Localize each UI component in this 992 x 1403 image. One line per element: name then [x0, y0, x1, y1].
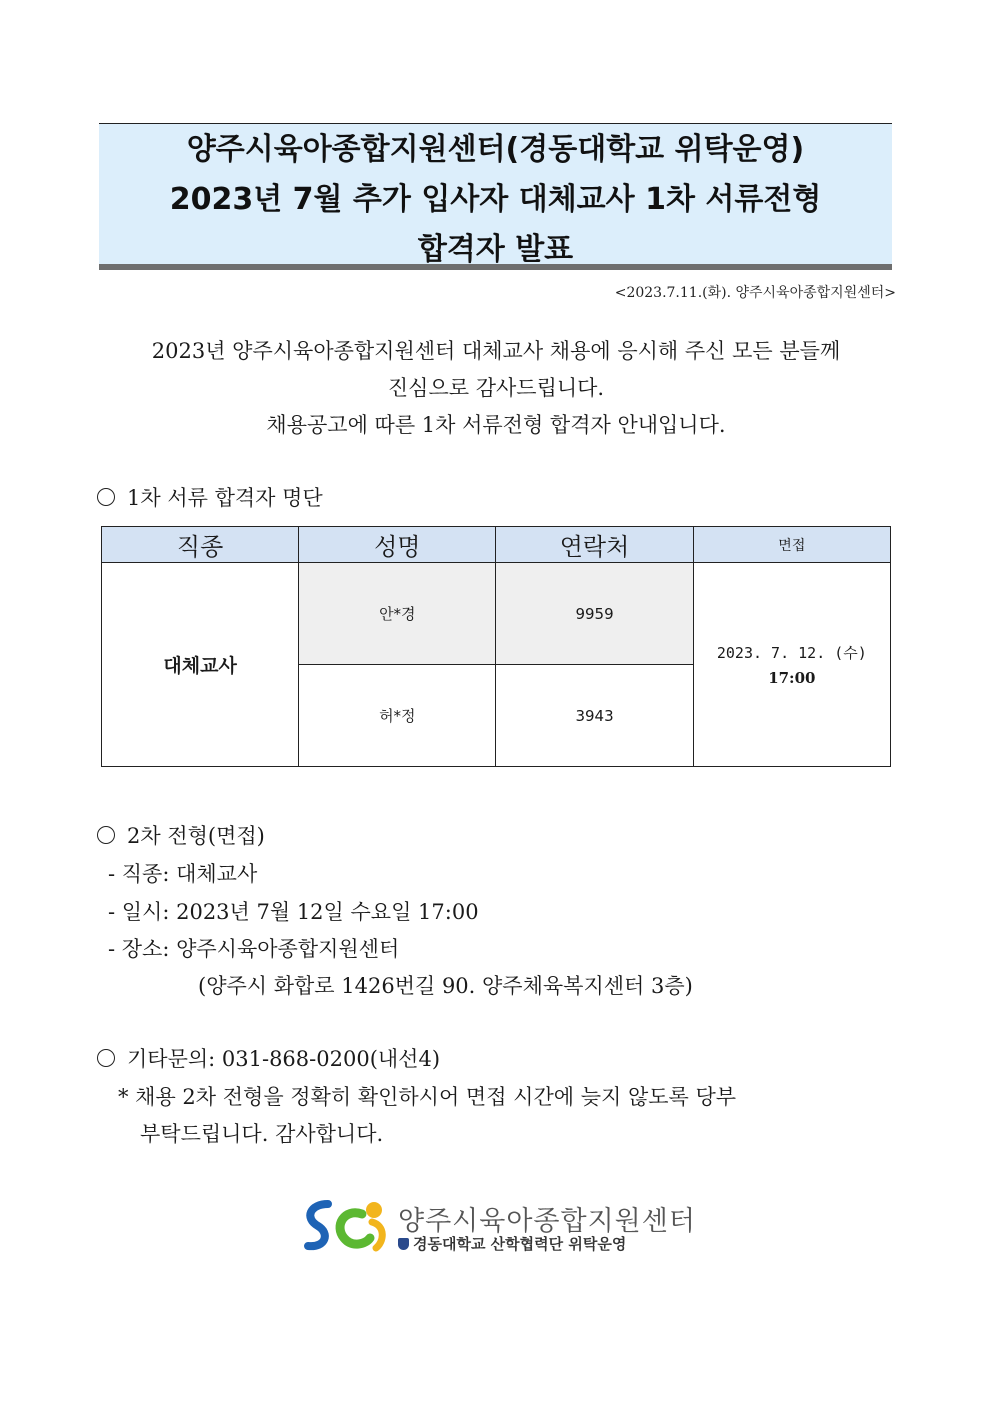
logo-yellow-leaf — [372, 1222, 382, 1248]
header-interview: 면접 — [693, 527, 890, 563]
note-line-2: 부탁드립니다. 감사합니다. — [140, 1122, 384, 1146]
circle-bullet-icon — [97, 826, 115, 844]
header-name: 성명 — [299, 527, 496, 563]
phone-cell: 3943 — [496, 665, 693, 767]
logo-green-c — [340, 1213, 370, 1244]
note-line-1: * 채용 2차 전형을 정확히 확인하시어 면접 시간에 늦지 않도록 당부 — [118, 1085, 737, 1109]
interview-datetime: - 일시: 2023년 7월 12일 수요일 17:00 — [108, 900, 479, 924]
pass-list-table — [101, 526, 891, 767]
section-1-heading-text: 1차 서류 합격자 명단 — [127, 486, 323, 510]
job-cell: 대체교사 — [102, 563, 299, 767]
university-shield-icon — [398, 1238, 409, 1250]
title-line-2: 2023년 7월 추가 입사자 대체교사 1차 서류전형 — [169, 182, 822, 217]
phone-cell: 9959 — [496, 563, 693, 665]
interview-job: - 직종: 대체교사 — [108, 862, 258, 886]
logo-org-name: 양주시육아종합지원센터 — [398, 1206, 696, 1237]
table-row — [102, 563, 891, 665]
announcement-date: <2023.7.11.(화). 양주시육아종합지원센터> — [614, 285, 896, 301]
center-logo-icon — [300, 1196, 392, 1256]
circle-bullet-icon — [97, 488, 115, 506]
name-cell: 허*정 — [299, 665, 496, 767]
interview-time: 17:00 — [768, 669, 816, 687]
section-2-heading — [97, 820, 265, 850]
section-3-heading-text: 기타문의: 031-868-0200(내선4) — [127, 1047, 441, 1071]
section-2-heading-text: 2차 전형(면접) — [127, 824, 265, 848]
intro-line-2: 진심으로 감사드립니다. — [387, 376, 605, 400]
interview-place: - 장소: 양주시육아종합지원센터 — [108, 937, 400, 961]
logo-org-sub — [398, 1233, 626, 1254]
header-phone: 연락처 — [496, 527, 693, 563]
section-1-heading — [97, 482, 323, 512]
logo-blue-swirl — [308, 1204, 328, 1246]
title-line-1: 양주시육아종합지원센터(경동대학교 위탁운영) — [186, 132, 805, 167]
intro-line-1: 2023년 양주시육아종합지원센터 대체교사 채용에 응시해 주신 모든 분들께 — [151, 339, 841, 363]
logo-yellow-dot — [366, 1202, 382, 1218]
title-line-3: 합격자 발표 — [417, 232, 574, 267]
interview-address: (양주시 화합로 1426번길 90. 양주체육복지센터 3층) — [198, 974, 693, 998]
logo-org-sub-text: 경동대학교 산학협력단 위탁운영 — [413, 1235, 627, 1253]
interview-cell — [693, 563, 890, 767]
name-cell: 안*경 — [299, 563, 496, 665]
interview-date: 2023. 7. 12. (수) — [716, 644, 867, 662]
section-3-heading — [97, 1043, 440, 1073]
intro-line-3: 채용공고에 따른 1차 서류전형 합격자 안내입니다. — [266, 413, 726, 437]
table-header-row — [102, 527, 891, 563]
circle-bullet-icon — [97, 1049, 115, 1067]
header-job: 직종 — [102, 527, 299, 563]
